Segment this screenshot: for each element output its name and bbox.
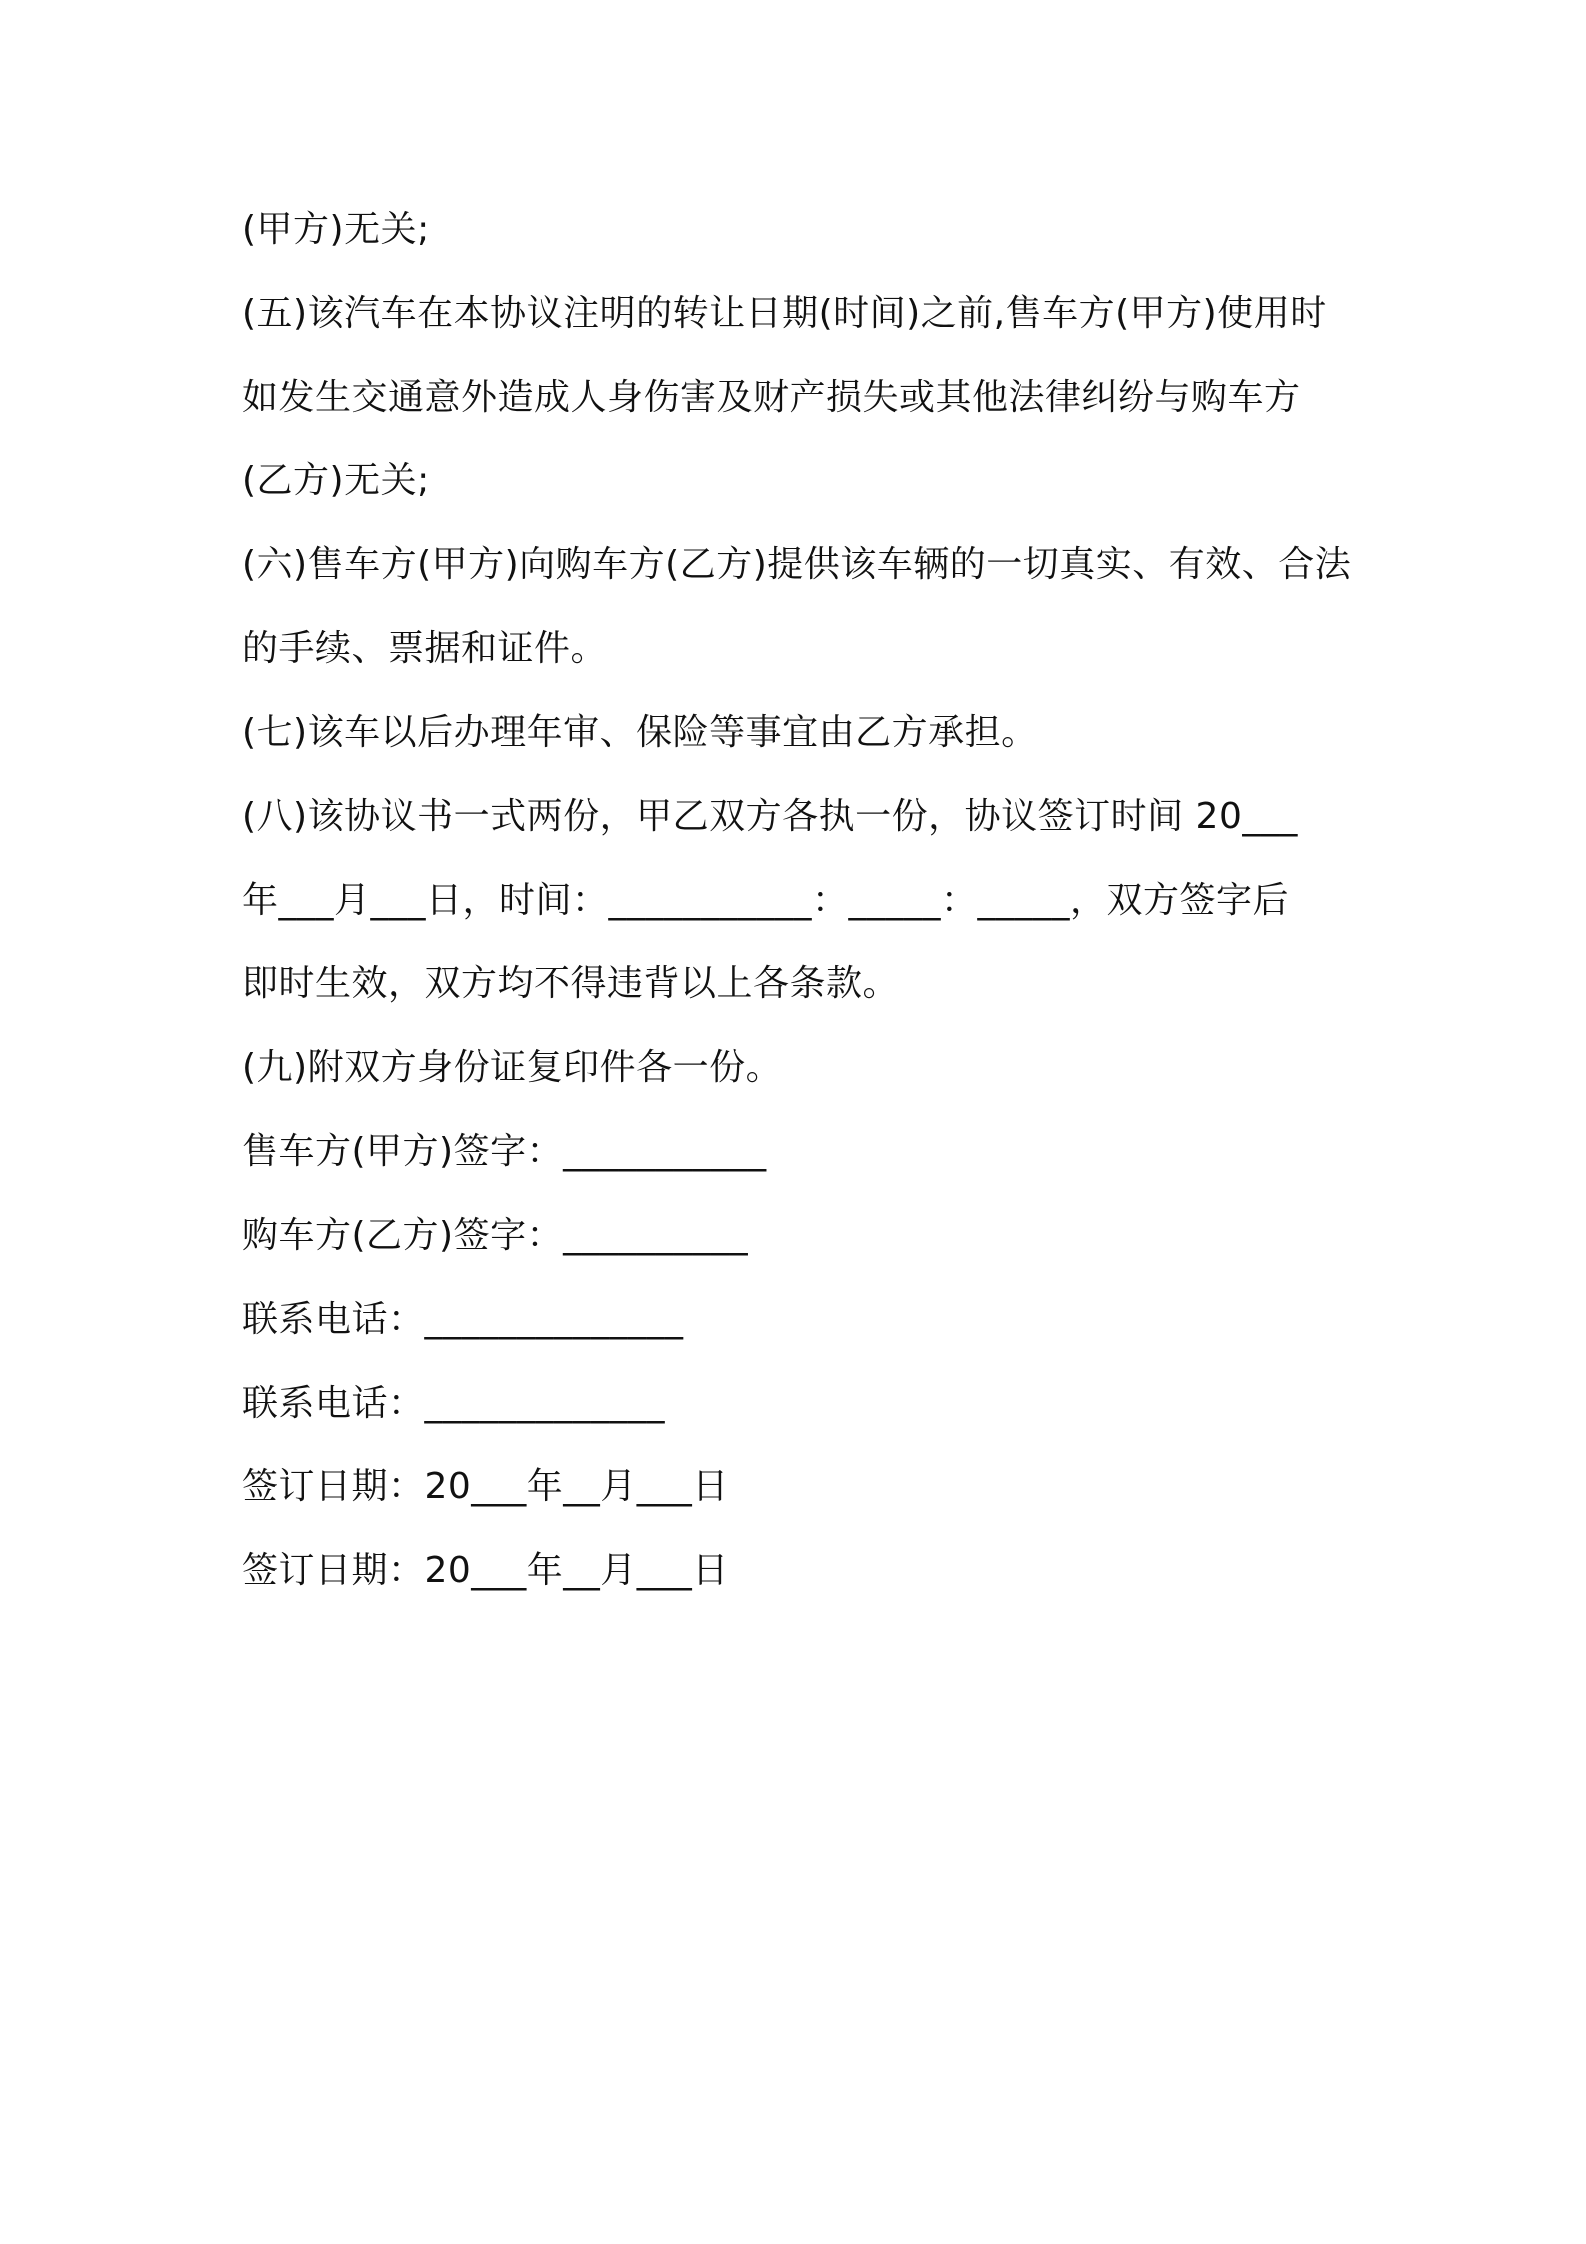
clause-8-line-2: 年___月___日，时间：___________：_____：_____，双方签字后: [242, 880, 1290, 921]
clause-8-line-3: 即时生效，双方均不得违背以上各条款。: [242, 963, 900, 1004]
seller-signature-field: 售车方(甲方)签字：___________: [242, 1131, 767, 1172]
seller-sign-date-field: 签订日期：20___年__月___日: [242, 1466, 729, 1507]
clause-5-line-2: 如发生交通意外造成人身伤害及财产损失或其他法律纠纷与购车方: [242, 377, 1301, 418]
clause-9: (九)附双方身份证复印件各一份。: [242, 1047, 783, 1088]
buyer-sign-date-field: 签订日期：20___年__月___日: [242, 1550, 729, 1591]
seller-phone-field: 联系电话：______________: [242, 1299, 684, 1340]
clause-5-line-3: (乙方)无关;: [242, 460, 430, 501]
clause-6-line-1: (六)售车方(甲方)向购车方(乙方)提供该车辆的一切真实、有效、合法: [242, 544, 1352, 585]
clause-6-line-2: 的手续、票据和证件。: [242, 628, 608, 669]
clause-8-line-1: (八)该协议书一式两份，甲乙双方各执一份，协议签订时间 20___: [242, 796, 1298, 837]
buyer-signature-field: 购车方(乙方)签字：__________: [242, 1215, 749, 1256]
clause-5-line-1: (五)该汽车在本协议注明的转让日期(时间)之前,售车方(甲方)使用时: [242, 293, 1327, 334]
clause-4-continuation: (甲方)无关;: [242, 209, 430, 250]
clause-7: (七)该车以后办理年审、保险等事宜由乙方承担。: [242, 712, 1038, 753]
buyer-phone-field: 联系电话：_____________: [242, 1383, 666, 1424]
